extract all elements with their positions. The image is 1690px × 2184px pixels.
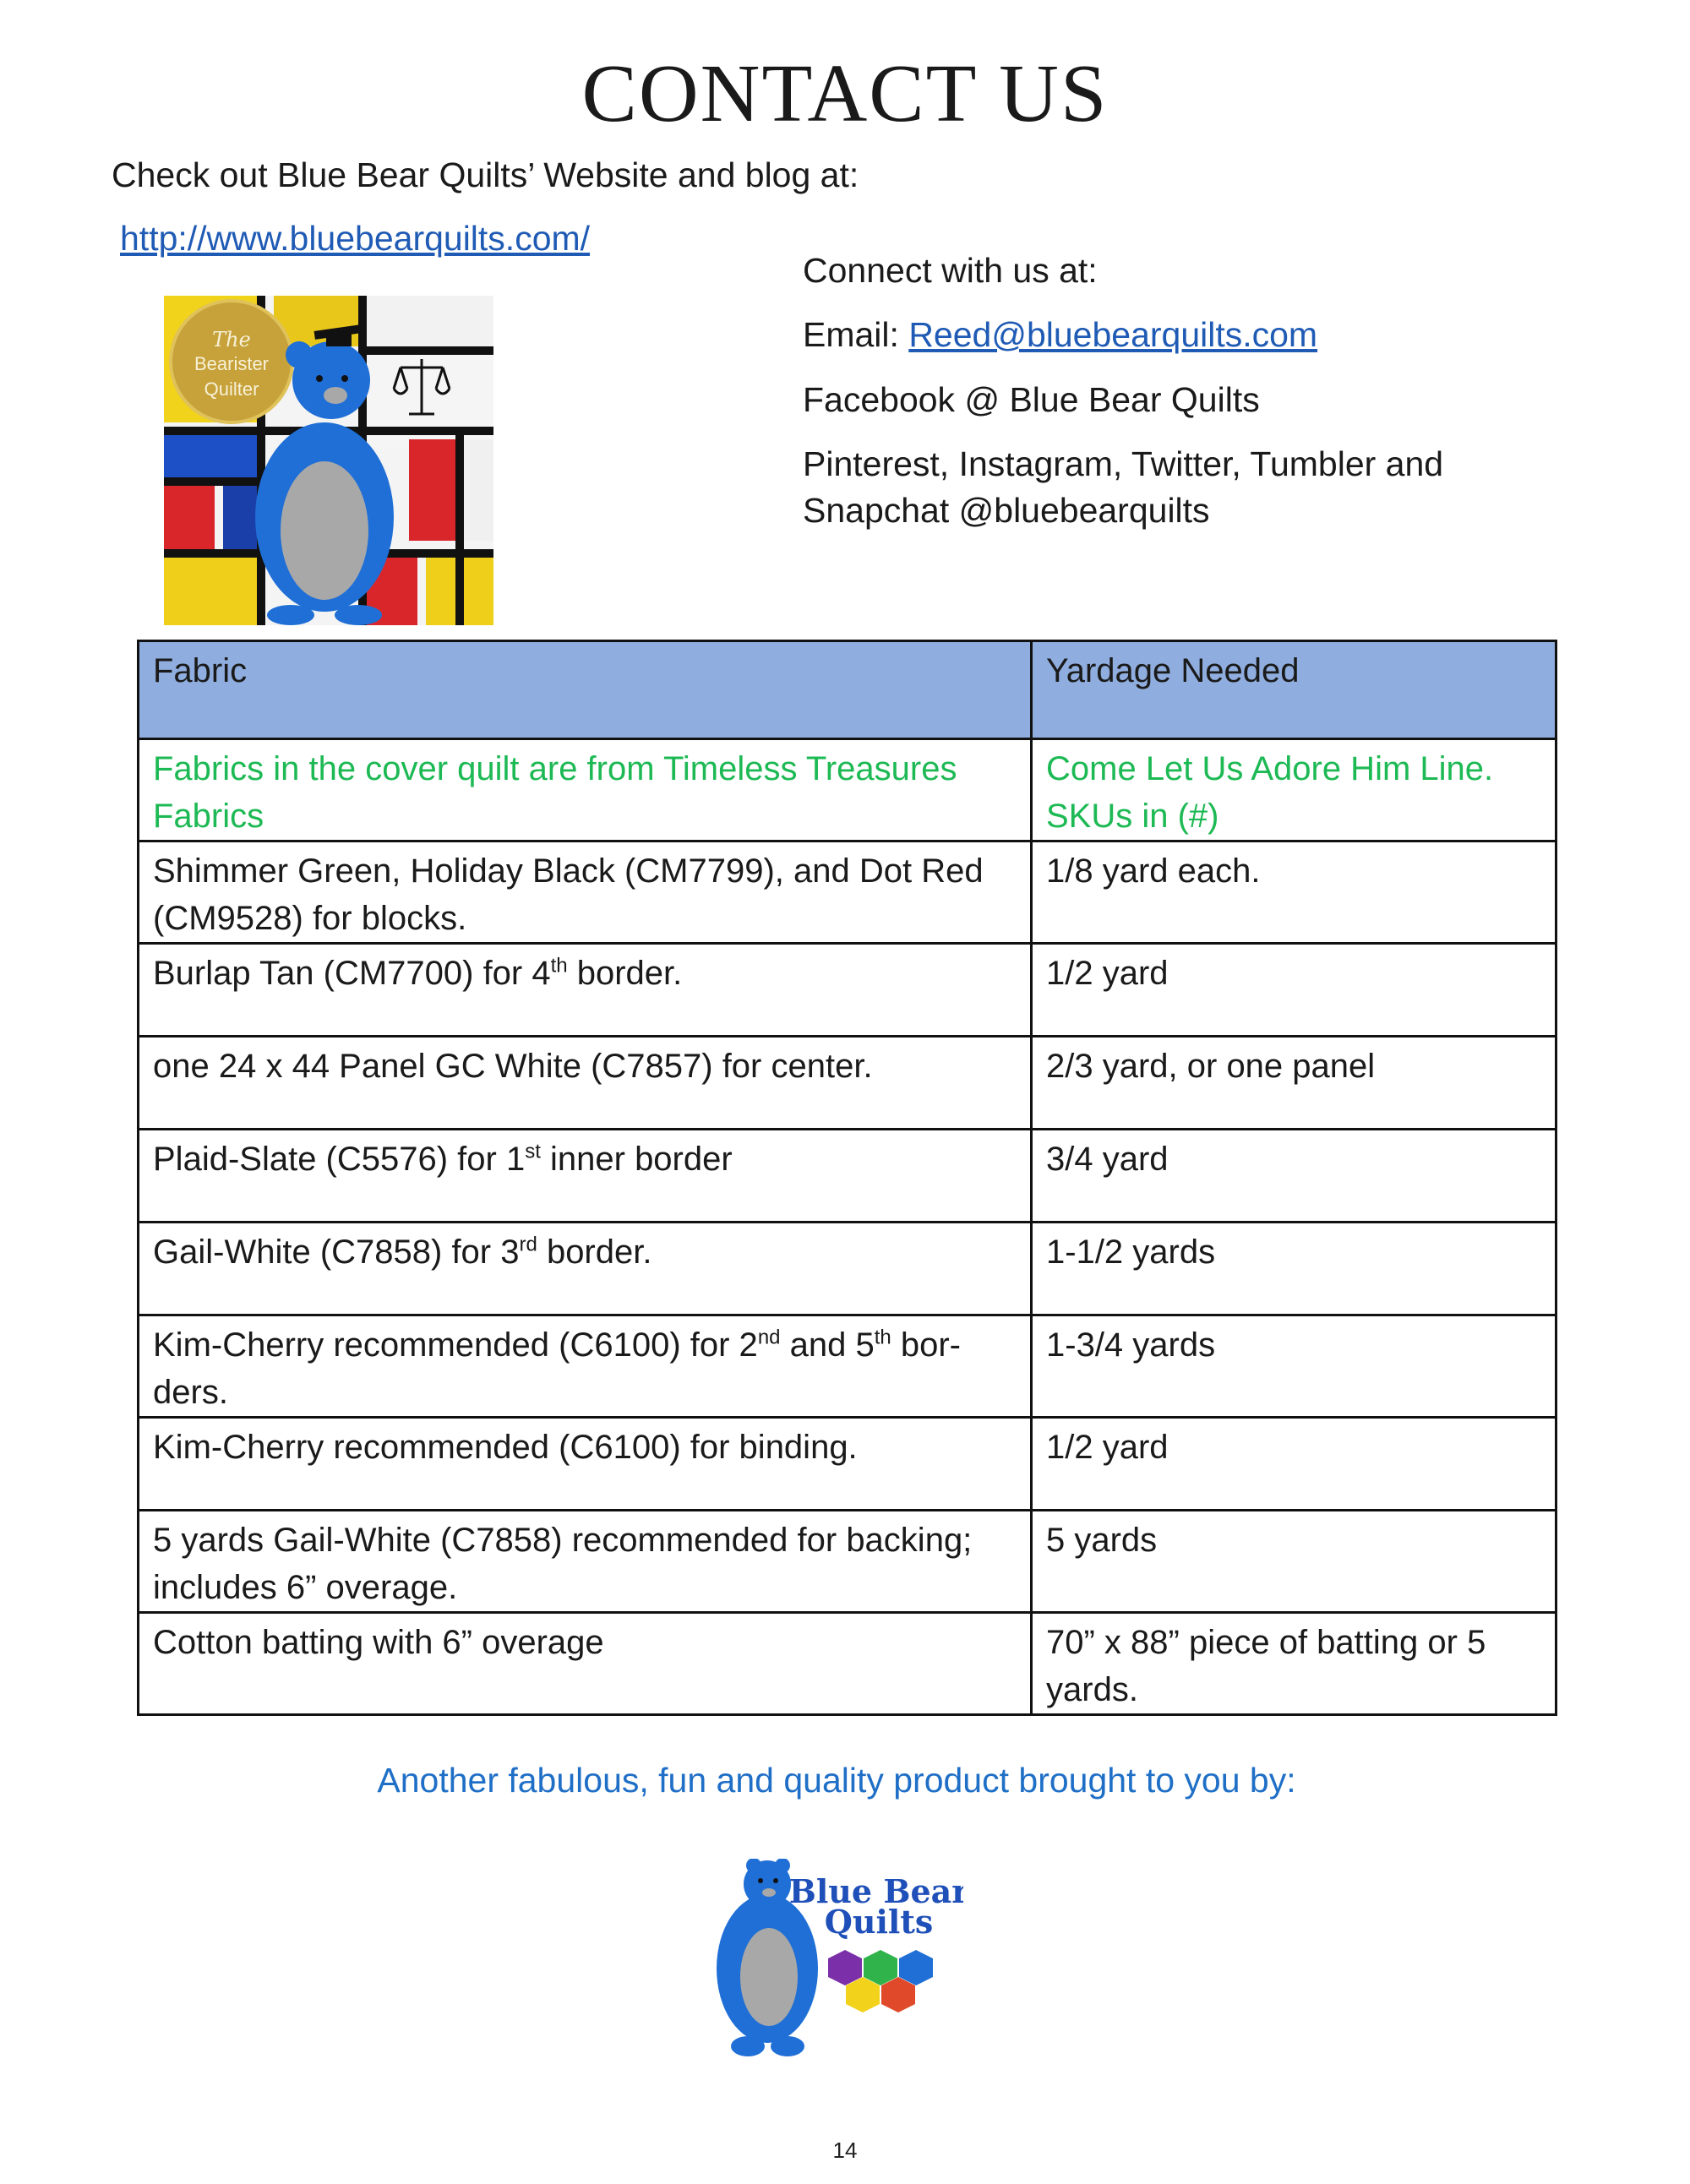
- facebook-line: Facebook @ Blue Bear Quilts: [803, 379, 1260, 419]
- svg-text:Quilter: Quilter: [204, 379, 259, 400]
- table-row: [139, 1511, 1556, 1613]
- intro-text: Check out Blue Bear Quilts’ Website and blog at:: [112, 155, 859, 194]
- svg-text:Bearister: Bearister: [194, 353, 270, 374]
- bear-quilt-image-svg: [164, 296, 493, 625]
- ordinal-suffix: rd: [519, 1233, 537, 1256]
- fabric-table: [137, 640, 1557, 1716]
- ordinal-suffix: th: [874, 1326, 891, 1349]
- table-row: [139, 1130, 1556, 1223]
- fabric-text: and 5: [780, 1326, 875, 1364]
- social-line-1: Pinterest, Instagram, Twitter, Tumbler and: [803, 444, 1444, 484]
- ordinal-suffix: st: [525, 1140, 541, 1163]
- fabric-cell: Cotton batting with 6” overage: [139, 1613, 1032, 1715]
- fabric-text: Plaid-Slate (C5576) for 1: [153, 1141, 526, 1178]
- yardage-cell: 1-3/4 yards: [1032, 1315, 1556, 1418]
- blue-bear-quilts-logo: [710, 1859, 963, 2061]
- logo-bear-icon: [710, 1859, 963, 2061]
- bear-quilt-image: [164, 296, 493, 625]
- fabric-text: Gail-White (C7858) for 3: [153, 1234, 520, 1271]
- logo-text-line1: Blue Bear: [788, 1872, 963, 1910]
- yardage-cell: 1/8 yard each.: [1032, 841, 1556, 944]
- table-row: [139, 739, 1556, 841]
- table-row: [139, 1315, 1556, 1418]
- note-yardage-cell: Come Let Us Adore Him Line. SKUs in (#): [1032, 739, 1556, 841]
- yardage-cell: 3/4 yard: [1032, 1130, 1556, 1223]
- yardage-cell: 1/2 yard: [1032, 1418, 1556, 1511]
- yardage-cell: 1/2 yard: [1032, 944, 1556, 1037]
- page-number: 14: [832, 2138, 858, 2163]
- yardage-cell: 2/3 yard, or one panel: [1032, 1037, 1556, 1130]
- ordinal-suffix: th: [550, 954, 568, 978]
- fabric-cell: 5 yards Gail-White (C7858) recommended for backing; includes 6” overage.: [139, 1511, 1032, 1613]
- fabric-cell: Shimmer Green, Holiday Black (CM7799), and Dot Red (CM9528) for blocks.: [139, 841, 1032, 944]
- fabric-text: border.: [537, 1234, 652, 1271]
- note-fabric-cell: Fabrics in the cover quilt are from Timeless Treasures Fabrics: [139, 739, 1032, 841]
- yardage-cell: 70” x 88” piece of batting or 5 yards.: [1032, 1613, 1556, 1715]
- table-row: [139, 944, 1556, 1037]
- contact-block: [803, 248, 1443, 535]
- table-row: [139, 1418, 1556, 1511]
- svg-text:The: The: [212, 328, 251, 351]
- fabric-cell: [139, 1130, 1032, 1223]
- logo-text-line2: Quilts: [824, 1903, 934, 1941]
- table-row: [139, 841, 1556, 944]
- email-link[interactable]: Reed@bluebearquilts.com: [908, 315, 1318, 355]
- fabric-text: border.: [567, 955, 683, 992]
- social-line-2: Snapchat @bluebearquilts: [803, 491, 1210, 531]
- yardage-cell: 5 yards: [1032, 1511, 1556, 1613]
- table-row: [139, 1613, 1556, 1715]
- fabric-text: bor-ders.: [153, 1326, 961, 1411]
- header-fabric: Fabric: [139, 641, 1032, 739]
- fabric-cell: Kim-Cherry recommended (C6100) for binding.: [139, 1418, 1032, 1511]
- website-link[interactable]: http://www.bluebearquilts.com/: [120, 219, 591, 258]
- tagline: Another fabulous, fun and quality product brought to you by:: [377, 1761, 1296, 1800]
- table-row: [139, 1223, 1556, 1315]
- fabric-text: inner border: [540, 1141, 733, 1178]
- header-yardage: Yardage Needed: [1032, 641, 1556, 739]
- fabric-text: Kim-Cherry recommended (C6100) for 2: [153, 1326, 758, 1364]
- yardage-cell: 1-1/2 yards: [1032, 1223, 1556, 1315]
- fabric-cell: [139, 1315, 1032, 1418]
- table-header-row: [139, 641, 1556, 739]
- fabric-cell: one 24 x 44 Panel GC White (C7857) for center.: [139, 1037, 1032, 1130]
- email-line: [803, 312, 1443, 358]
- logo-cubes-icon: [828, 1950, 933, 2012]
- email-label: Email:: [803, 315, 909, 355]
- page-title: CONTACT US: [581, 48, 1109, 139]
- fabric-text: Burlap Tan (CM7700) for 4: [153, 955, 551, 992]
- table-row: [139, 1037, 1556, 1130]
- fabric-cell: [139, 1223, 1032, 1315]
- fabric-cell: [139, 944, 1032, 1037]
- ordinal-suffix: nd: [757, 1326, 781, 1349]
- contact-heading: Connect with us at:: [803, 251, 1098, 290]
